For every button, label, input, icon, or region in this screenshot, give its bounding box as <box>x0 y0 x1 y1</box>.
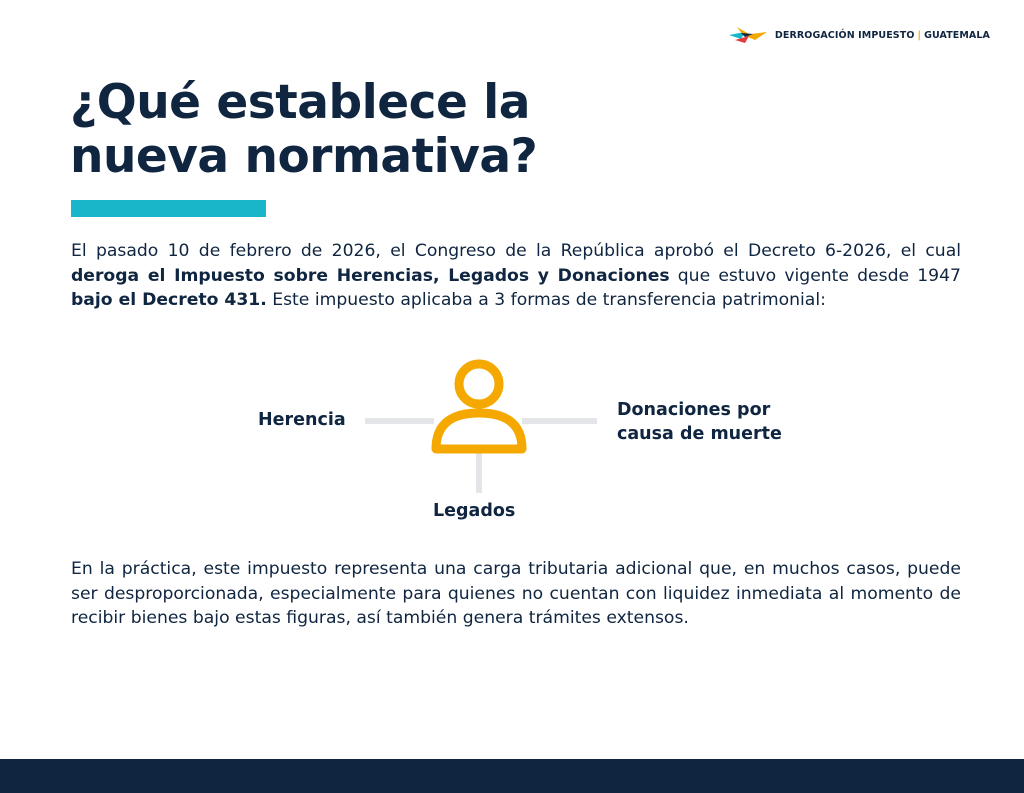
label-herencia: Herencia <box>258 410 346 430</box>
transfer-diagram <box>0 350 1024 530</box>
intro-bold-2: bajo el Decreto 431. <box>71 290 267 310</box>
brand-right: GUATEMALA <box>924 29 990 41</box>
person-icon <box>436 364 522 449</box>
accent-bar <box>71 200 266 217</box>
closing-paragraph: En la práctica, este impuesto representa una carga tributaria adicional que, en muchos casos, puede ser desproporcionada, especialmente para quienes no cuentan con liquidez inmediata al momento de recibir bienes bajo estas figuras, así también genera trámites extensos. <box>71 559 961 628</box>
brand-header <box>729 26 990 44</box>
brand-separator: | <box>917 29 922 41</box>
label-donaciones-line-2: causa de muerte <box>617 424 782 444</box>
intro-text-3: Este impuesto aplicaba a 3 formas de transferencia patrimonial: <box>266 290 826 310</box>
label-donaciones <box>617 398 837 446</box>
label-donaciones-line-1: Donaciones por <box>617 400 771 420</box>
bird-logo-icon <box>729 26 767 44</box>
intro-text-2: que estuvo vigente desde 1947 <box>669 265 961 286</box>
footer-bar <box>0 759 1024 793</box>
brand-name <box>775 30 990 41</box>
title-line-2: nueva normativa? <box>70 129 538 184</box>
intro-bold-1: deroga el Impuesto sobre Herencias, Legados y Donaciones <box>71 265 670 286</box>
brand-left: DERROGACIÓN IMPUESTO <box>774 29 915 41</box>
label-legados: Legados <box>433 501 516 521</box>
page-title <box>70 76 630 184</box>
intro-paragraph <box>71 239 961 313</box>
intro-text-1: El pasado 10 de febrero de 2026, el Congreso de la República aprobó el Decreto 6-2026, el cual <box>71 241 961 261</box>
title-line-1: ¿Qué establece la <box>70 75 531 130</box>
